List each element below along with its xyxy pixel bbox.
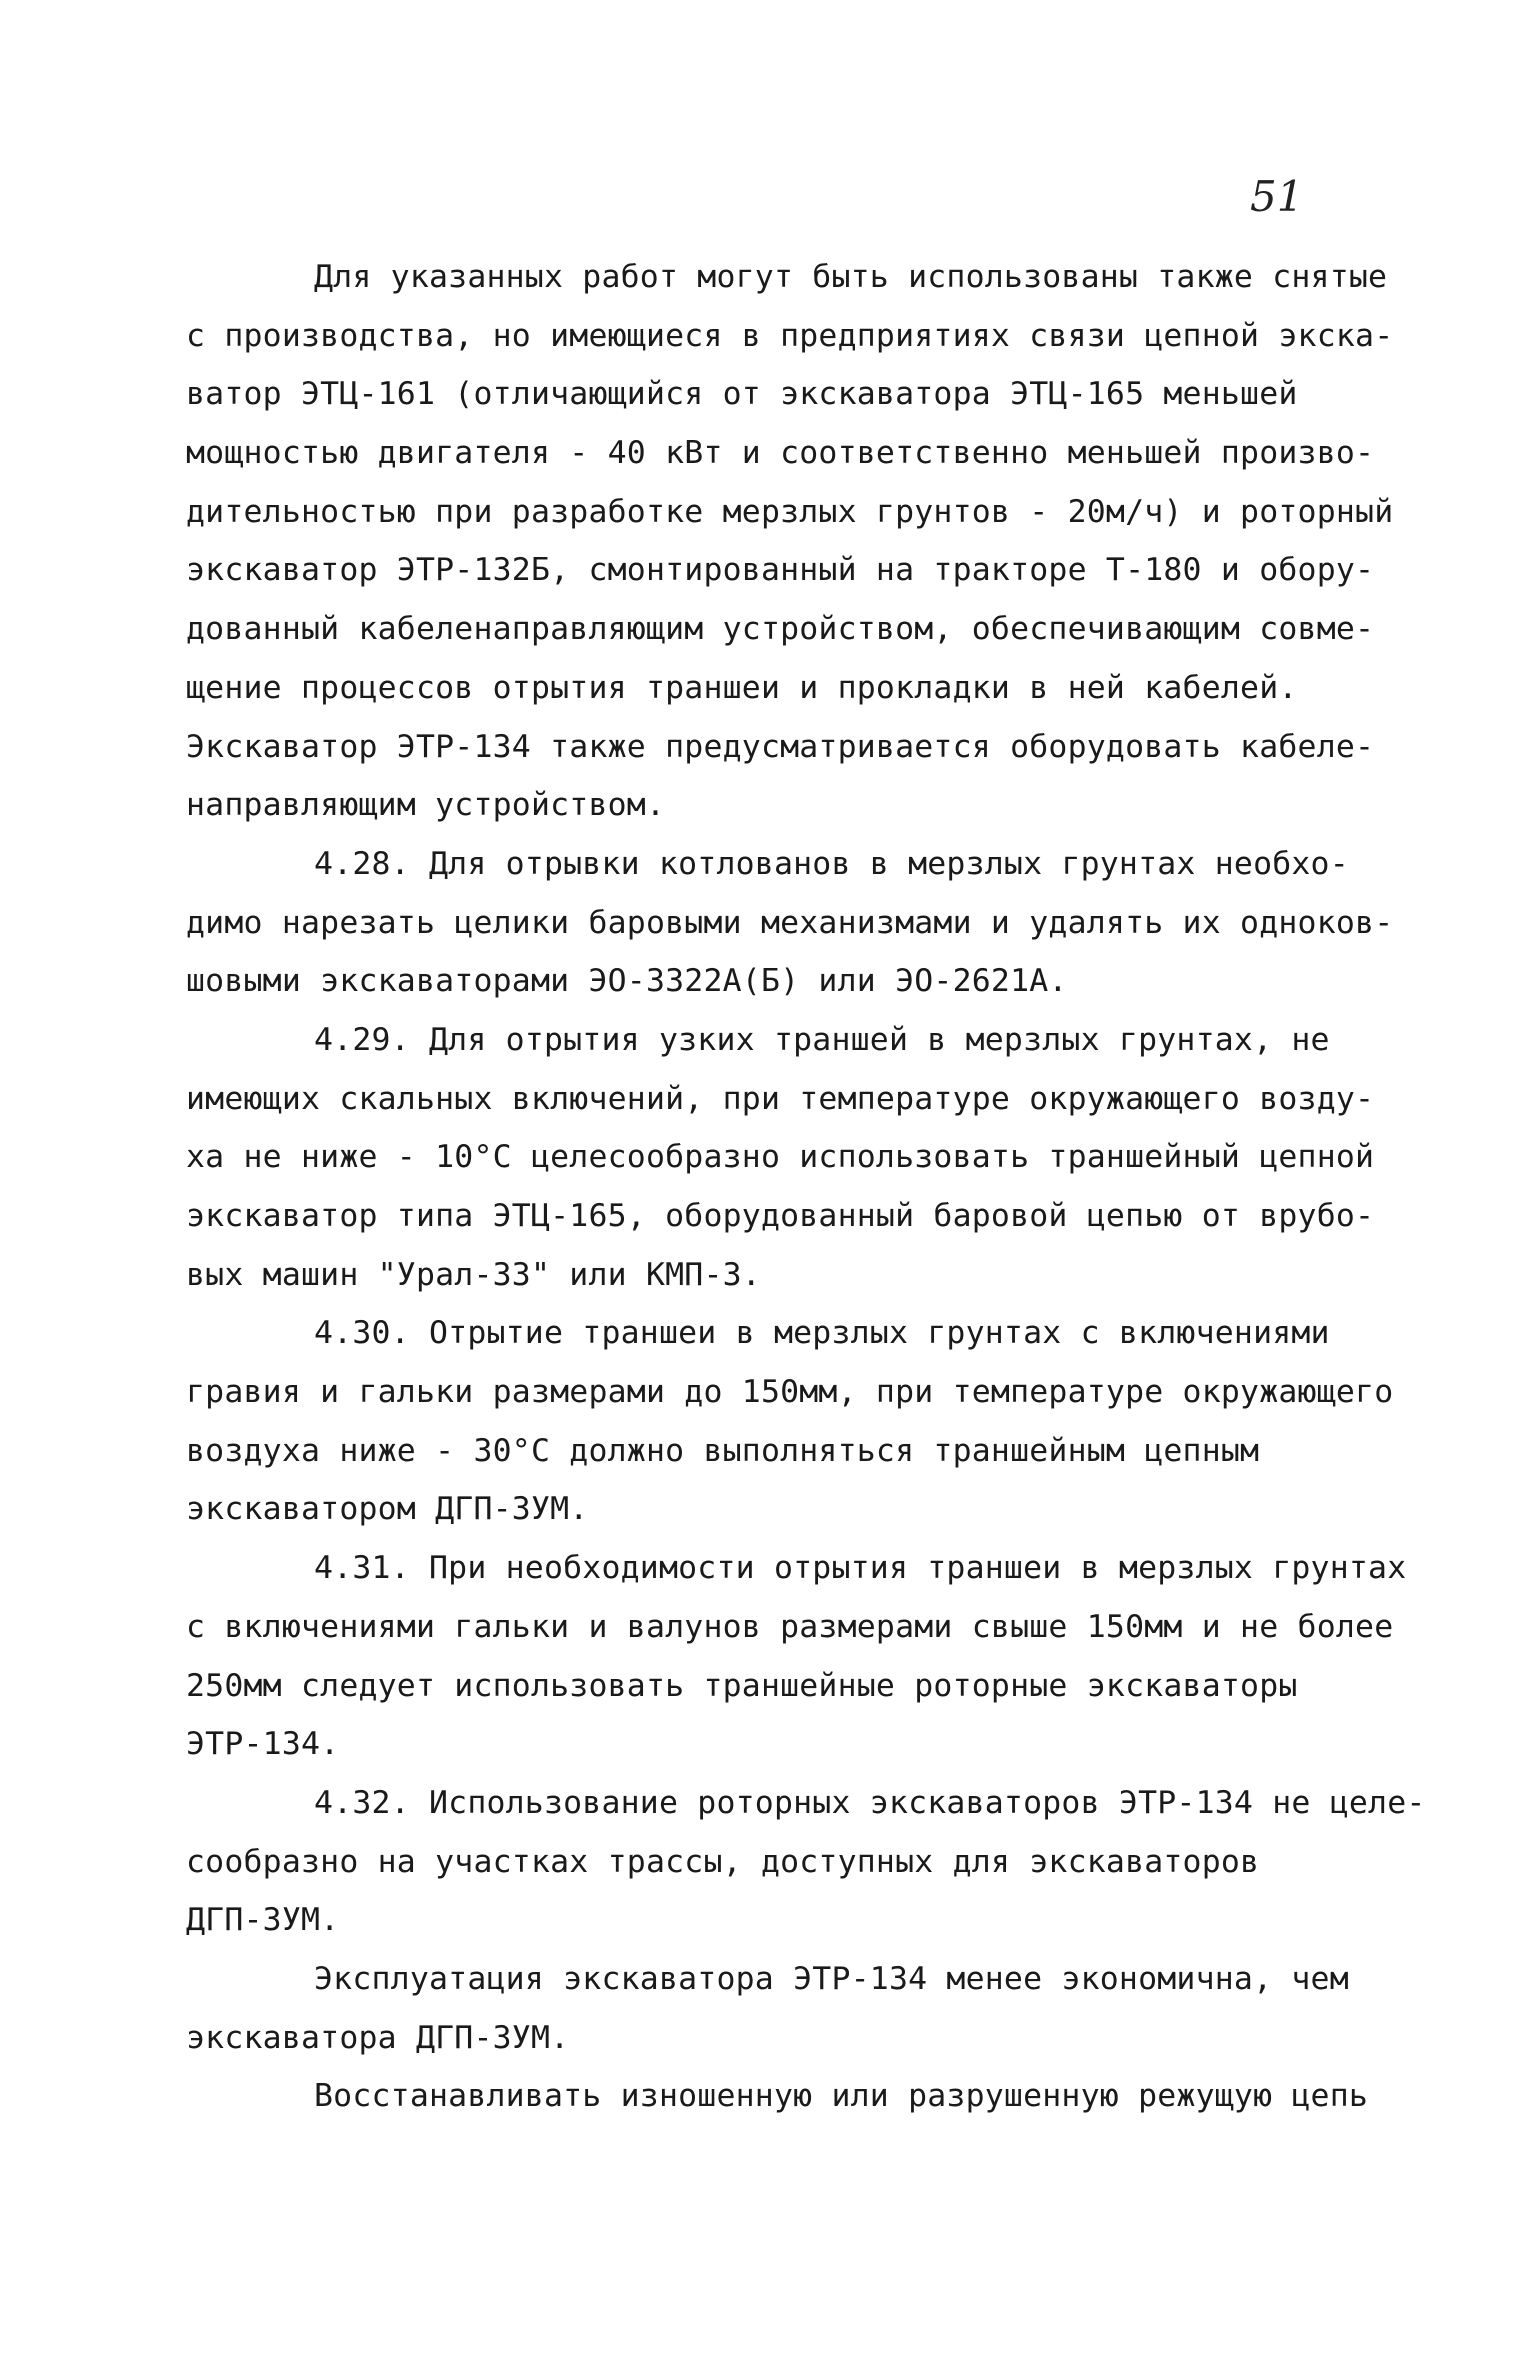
text-line: 4.32. Использование роторных экскаваторов ЭТР-134 не целе-	[314, 1784, 1426, 1821]
text-line: воздуха ниже - 30°С должно выполняться траншейным цепным	[186, 1432, 1260, 1469]
body-text	[186, 248, 1426, 2126]
text-line: с производства, но имеющиеся в предприятиях связи цепной экска-	[186, 317, 1394, 354]
text-line: экскаватором ДГП-3УМ.	[186, 1491, 589, 1528]
text-line: экскаватор ЭТР-132Б, смонтированный на тракторе Т-180 и обору-	[186, 552, 1375, 589]
text-line: экскаватора ДГП-3УМ.	[186, 2019, 570, 2056]
text-line: Восстанавливать изношенную или разрушенную режущую цепь	[314, 2078, 1369, 2115]
text-line: димо нарезать целики баровыми механизмами и удалять их одноков-	[186, 904, 1394, 941]
text-line: 4.29. Для отрытия узких траншей в мерзлых грунтах, не	[314, 1021, 1330, 1058]
text-line: дительностью при разработке мерзлых грунтов - 20м/ч) и роторный	[186, 493, 1394, 530]
text-line: 4.28. Для отрывки котлованов в мерзлых грунтах необхо-	[314, 845, 1349, 882]
text-line: сообразно на участках трассы, доступных для экскаваторов	[186, 1843, 1260, 1880]
text-line: 4.31. При необходимости отрытия траншеи в мерзлых грунтах	[314, 1550, 1407, 1587]
text-line: ДГП-3УМ.	[186, 1902, 340, 1939]
text-line: Экскаватор ЭТР-134 также предусматривается оборудовать кабеле-	[186, 728, 1375, 765]
text-line: шовыми экскаваторами ЭО-3322А(Б) или ЭО-2621А.	[186, 963, 1068, 1000]
text-line: 250мм следует использовать траншейные роторные экскаваторы	[186, 1667, 1298, 1704]
page-number: 51	[1250, 172, 1304, 221]
text-line: вых машин "Урал-33" или КМП-3.	[186, 1256, 761, 1293]
text-line: экскаватор типа ЭТЦ-165, оборудованный баровой цепью от врубо-	[186, 1198, 1375, 1234]
text-line: гравия и гальки размерами до 150мм, при температуре окружающего	[186, 1374, 1394, 1411]
text-line: 4.30. Отрытие траншеи в мерзлых грунтах с включениями	[314, 1315, 1330, 1352]
text-line: Для указанных работ могут быть использованы также снятые	[314, 259, 1388, 295]
text-line: ЭТР-134.	[186, 1726, 340, 1763]
text-line: ха не ниже - 10°С целесообразно использовать траншейный цепной	[186, 1139, 1375, 1176]
text-line: с включениями гальки и валунов размерами свыше 150мм и не более	[186, 1608, 1394, 1645]
text-line: имеющих скальных включений, при температуре окружающего возду-	[186, 1080, 1375, 1117]
text-line: щение процессов отрытия траншеи и прокладки в ней кабелей.	[186, 669, 1298, 706]
text-line: направляющим устройством.	[186, 787, 666, 824]
text-line: мощностью двигателя - 40 кВт и соответственно меньшей произво-	[186, 435, 1375, 472]
text-line: ватор ЭТЦ-161 (отличающийся от экскаватора ЭТЦ-165 меньшей	[186, 376, 1298, 413]
text-line: Эксплуатация экскаватора ЭТР-134 менее экономична, чем	[314, 1960, 1349, 1997]
text-line: дованный кабеленаправляющим устройством, обеспечивающим совме-	[186, 611, 1375, 648]
